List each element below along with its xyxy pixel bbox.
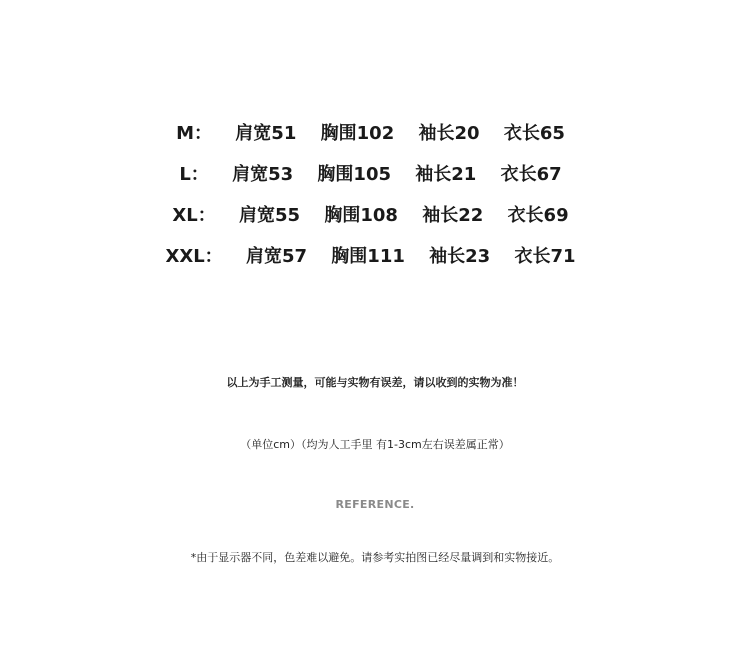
sleeve-length: 袖长20	[418, 123, 480, 144]
garment-length: 衣长71	[514, 246, 576, 267]
garment-length: 衣长69	[507, 205, 569, 226]
size-row-xl	[0, 195, 750, 236]
unit-note: （单位cm）（均为人工手里 有1-3cm左右误差属正常）	[240, 438, 510, 451]
reference-label: REFERENCE.	[335, 498, 415, 511]
size-table	[0, 113, 750, 277]
chest-circumference: 胸围108	[324, 205, 398, 226]
size-row-m	[0, 113, 750, 154]
chest-circumference: 胸围102	[320, 123, 395, 144]
garment-length: 衣长65	[503, 123, 565, 144]
size-label: XXL：	[165, 246, 223, 267]
sleeve-length: 袖长22	[422, 205, 484, 226]
size-label: L：	[179, 164, 209, 185]
garment-length: 衣长67	[500, 164, 562, 185]
sleeve-length: 袖长23	[429, 246, 491, 267]
shoulder-width: 肩宽55	[239, 205, 301, 226]
size-label: M：	[176, 123, 213, 144]
sleeve-length: 袖长21	[415, 164, 477, 185]
shoulder-width: 肩宽53	[232, 164, 294, 185]
chest-circumference: 胸围111	[331, 246, 405, 267]
color-disclaimer: *由于显示器不同，色差难以避免。请参考实拍图已经尽量调到和实物接近。	[190, 551, 560, 564]
manual-measurement-note: 以上为手工测量，可能与实物有误差，请以收到的实物为准！	[226, 376, 524, 389]
size-row-l	[0, 154, 750, 195]
shoulder-width: 肩宽57	[245, 246, 308, 267]
size-label: XL：	[172, 205, 216, 226]
size-row-xxl	[0, 236, 750, 277]
chest-circumference: 胸围105	[317, 164, 391, 185]
shoulder-width: 肩宽51	[235, 123, 297, 144]
